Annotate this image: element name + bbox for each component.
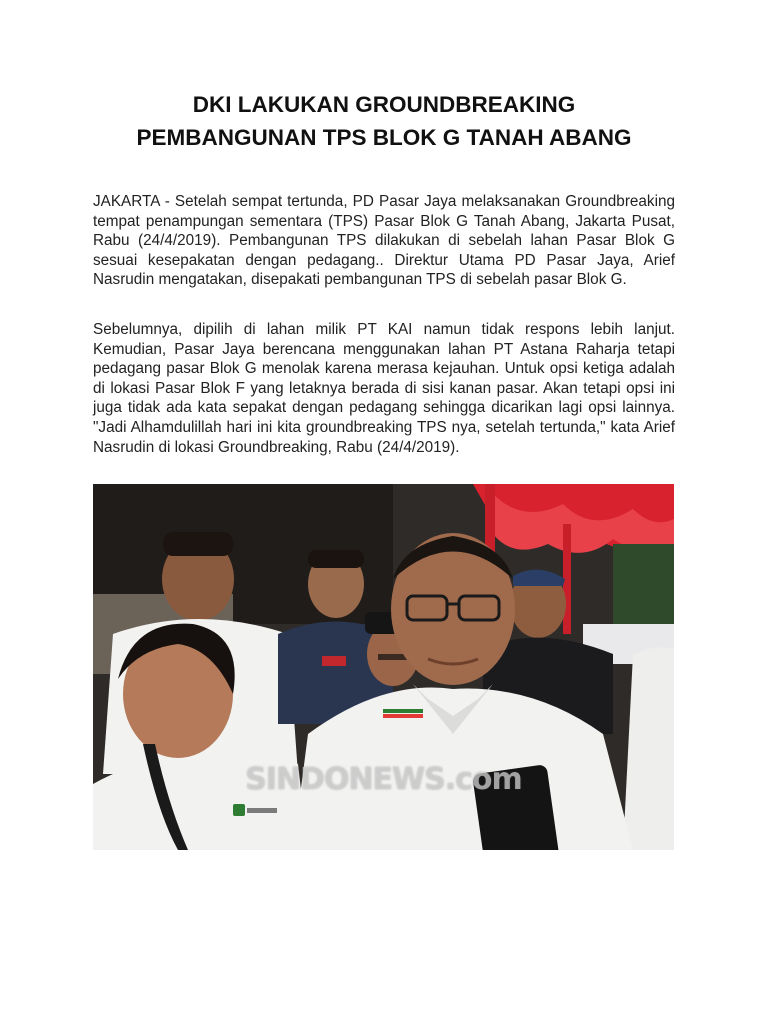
photo-illustration bbox=[93, 484, 674, 850]
title-line-1: DKI LAKUKAN GROUNDBREAKING bbox=[192, 92, 576, 117]
article-title bbox=[60, 88, 708, 154]
article-paragraph-2: Sebelumnya, dipilih di lahan milik PT KAI namun tidak respons lebih lanjut. Kemudian, Pasar Jaya berencana menggunakan lahan PT Astana Raharja tetapi pedagang pasar Blok G menolak karena merasa kejauhan. Untuk opsi ketiga adalah di lokasi Pasar Blok F yang letaknya berada di sisi kanan pasar. Akan tetapi opsi ini juga tidak ada kata sepakat dengan pedagang sehingga dicarikan lagi opsi lainnya. "Jadi Alhamdulillah hari ini kita groundbreaking TPS nya, setelah tertunda," kata Arief Nasrudin di lokasi Groundbreaking, Rabu (24/4/2019). bbox=[93, 321, 675, 456]
photo-watermark: SINDONEWS.com bbox=[245, 762, 522, 797]
title-line-2: PEMBANGUNAN TPS BLOK G TANAH ABANG bbox=[136, 125, 632, 150]
article-paragraph-1: JAKARTA - Setelah sempat tertunda, PD Pasar Jaya melaksanakan Groundbreaking tempat penampungan sementara (TPS) Pasar Blok G Tanah Abang, Jakarta Pusat, Rabu (24/4/2019). Pembangunan TPS dilakukan di sebelah lahan Pasar Blok G sesuai kesepakatan dengan pedagang.. Direktur Utama PD Pasar Jaya, Arief Nasrudin mengatakan, disepakati pembangunan TPS di sebelah pasar Blok G. bbox=[93, 193, 675, 289]
news-photo bbox=[93, 484, 674, 850]
